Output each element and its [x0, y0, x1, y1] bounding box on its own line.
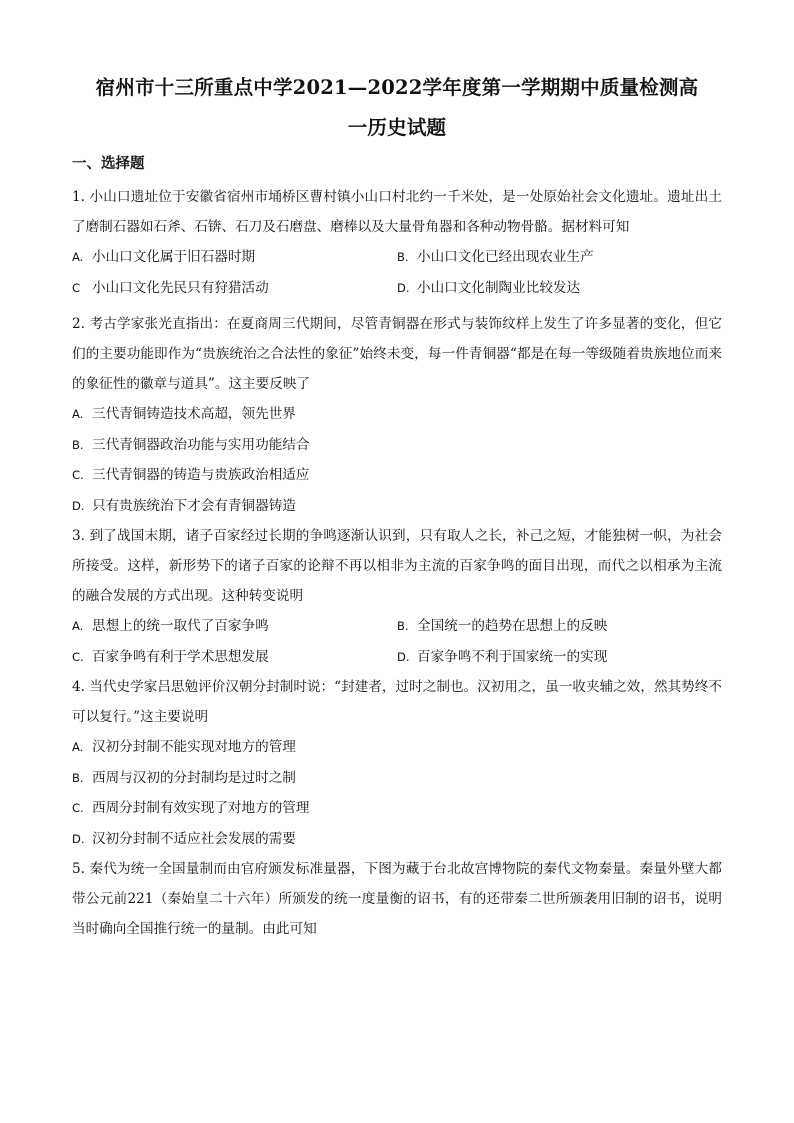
option-b[interactable]: [397, 242, 722, 273]
option-letter: B.: [72, 437, 84, 452]
option-letter: C: [72, 280, 81, 295]
option-letter: D.: [72, 498, 85, 513]
option-c[interactable]: [72, 460, 722, 491]
option-d[interactable]: [397, 273, 722, 304]
option-text: 只有贵族统治下才会有青铜器铸造: [92, 497, 296, 514]
question-stem: 4. 当代史学家吕思勉评价汉朝分封制时说：“封建者，过时之制也。汉初用之，虽一收夹辅之效，然其势终不可以复行。”这主要说明: [72, 679, 722, 725]
option-letter: C.: [72, 801, 84, 815]
option-letter: B.: [397, 619, 409, 633]
option-c[interactable]: [72, 793, 722, 824]
option-letter: D.: [397, 280, 410, 295]
option-letter: C.: [72, 649, 84, 664]
option-text: 西周分封制有效实现了对地方的管理: [92, 800, 310, 816]
option-text: 小山口文化属于旧石器时期: [92, 249, 256, 265]
question-stem: 5. 秦代为统一全国量制而由官府颁发标准量器，下图为藏于台北故宫博物院的秦代文物秦量。秦量外壁大都带公元前221（秦始皇二十六年）所颁发的统一度量衡的诏书，有的还带秦二世所颁袭用旧制的诏书，说明当时确向全国推行统一的量制。由此可知: [72, 861, 722, 937]
exam-page: [72, 68, 722, 944]
option-a[interactable]: [72, 242, 397, 273]
option-b[interactable]: [72, 430, 722, 461]
option-letter: A.: [72, 740, 84, 754]
exam-title-line1: 宿州市十三所重点中学2021—2022学年度第一学期期中质量检测高: [95, 76, 699, 99]
section-heading: 一、选择题: [72, 155, 145, 172]
option-letter: A.: [72, 619, 84, 633]
question-5: [72, 854, 722, 944]
option-text: 小山口文化已经出现农业生产: [417, 249, 594, 265]
option-text: 全国统一的趋势在思想上的反映: [417, 618, 608, 634]
option-d[interactable]: [72, 491, 722, 522]
option-text: 三代青铜铸造技术高超，领先世界: [92, 406, 296, 422]
options-list: [72, 242, 722, 303]
option-a[interactable]: [72, 732, 722, 763]
option-letter: A.: [72, 250, 84, 264]
question-1: [72, 182, 722, 303]
option-text: 三代青铜器的铸造与贵族政治相适应: [92, 467, 310, 483]
option-text: 汉初分封制不适应社会发展的需要: [92, 830, 296, 847]
option-text: 小山口文化制陶业比较发达: [417, 279, 581, 296]
option-letter: A.: [72, 407, 84, 421]
option-c[interactable]: [72, 642, 397, 673]
option-c[interactable]: [72, 273, 397, 304]
option-text: 汉初分封制不能实现对地方的管理: [92, 739, 296, 755]
option-a[interactable]: [72, 399, 722, 430]
option-text: 百家争鸣有利于学术思想发展: [92, 648, 269, 665]
question-stem: 2. 考古学家张光直指出：在夏商周三代期间，尽管青铜器在形式与装饰纹样上发生了许多显著的变化，但它们的主要功能即作为“贵族统治之合法性的象征”始终未变，每一件青铜器“都是在每一等级随着贵族地位而来的象征性的徽章与道具”。这主要反映了: [72, 316, 722, 392]
option-letter: D.: [397, 649, 410, 664]
option-letter: B.: [72, 770, 84, 785]
option-a[interactable]: [72, 611, 397, 642]
option-letter: B.: [397, 250, 409, 264]
question-stem: 3. 到了战国末期，诸子百家经过长期的争鸣逐渐认识到，只有取人之长，补己之短，才能独树一帜，为社会所接受。这样，新形势下的诸子百家的论辩不再以相非为主流的百家争鸣的面目出现，而代之以相承为主流的融合发展的方式出现。这种转变说明: [72, 528, 722, 604]
options-list: [72, 399, 722, 521]
question-2: [72, 309, 722, 521]
option-letter: C.: [72, 468, 84, 482]
option-text: 三代青铜器政治功能与实用功能结合: [92, 436, 310, 453]
question-4: [72, 672, 722, 854]
option-text: 思想上的统一取代了百家争鸣: [92, 618, 269, 634]
option-b[interactable]: [72, 763, 722, 794]
option-d[interactable]: [72, 824, 722, 855]
option-letter: D.: [72, 831, 85, 846]
question-stem: 1. 小山口遗址位于安徽省宿州市埇桥区曹村镇小山口村北约一千米处，是一处原始社会文化遗址。遗址出土了磨制石器如石斧、石锛、石刀及石磨盘、磨棒以及大量骨角器和各种动物骨骼。据材料可知: [72, 189, 722, 235]
options-list: [72, 611, 722, 672]
options-list: [72, 732, 722, 854]
option-d[interactable]: [397, 642, 722, 673]
option-text: 西周与汉初的分封制均是过时之制: [92, 769, 296, 786]
exam-title-line2: 一历史试题: [347, 116, 447, 139]
question-3: [72, 521, 722, 672]
option-b[interactable]: [397, 611, 722, 642]
option-text: 小山口文化先民只有狩猎活动: [92, 279, 269, 296]
option-text: 百家争鸣不利于国家统一的实现: [417, 648, 608, 665]
